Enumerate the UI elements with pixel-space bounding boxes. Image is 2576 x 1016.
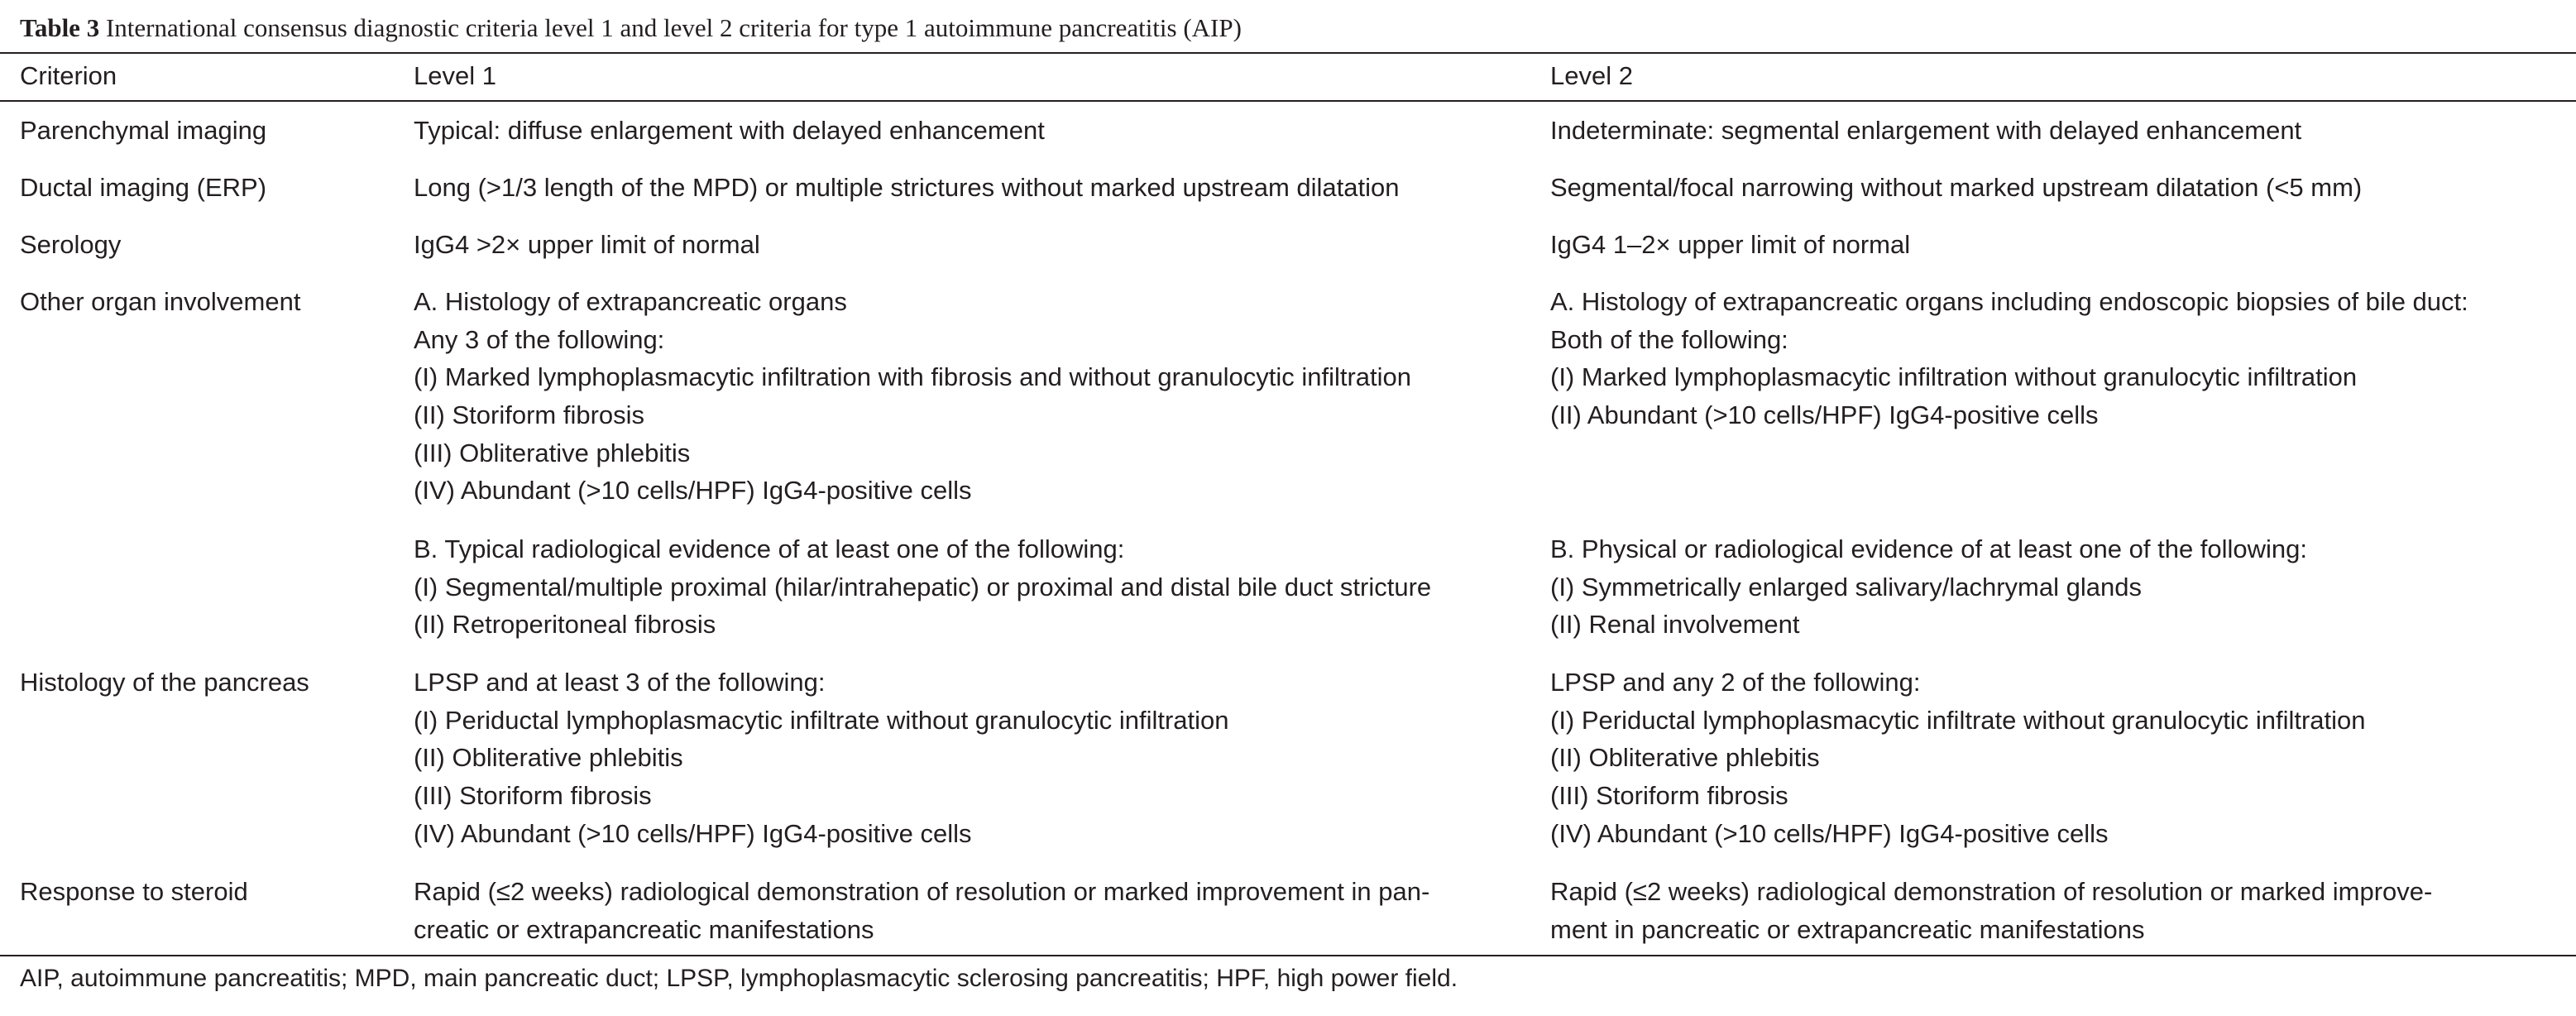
cell-line: (I) Segmental/multiple proximal (hilar/intrahepatic) or proximal and distal bile duct stricture [414, 572, 1432, 601]
cell-line: Serology [20, 230, 122, 259]
row-parenchymal-level-1 [414, 112, 1045, 150]
cell-line: (II) Retroperitoneal fibrosis [414, 610, 716, 640]
cell-line: Both of the following: [1550, 324, 1788, 354]
cell-line: (III) Storiform fibrosis [414, 781, 652, 811]
cell-line: (IV) Abundant (>10 cells/HPF) IgG4-positive cells [1550, 818, 2109, 848]
cell-line: (I) Symmetrically enlarged salivary/lachrymal glands [1550, 572, 2142, 601]
cell-line: IgG4 1–2× upper limit of normal [1550, 230, 1911, 259]
cell-line: A. Histology of extrapancreatic organs including endoscopic biopsies of bile duct: [1550, 287, 2468, 316]
cell-line: (II) Obliterative phlebitis [414, 743, 683, 773]
cell-line: Segmental/focal narrowing without marked upstream dilatation (<5 mm) [1550, 173, 2363, 202]
row-steroid-level-2 [1550, 873, 2432, 948]
cell-line: Response to steroid [20, 877, 248, 906]
cell-line: B. Typical radiological evidence of at least one of the following: [414, 534, 1125, 563]
cell-line: creatic or extrapancreatic manifestations [414, 914, 874, 944]
table-footnote: AIP, autoimmune pancreatitis; MPD, main pancreatic duct; LPSP, lymphoplasmacytic sclerosing pancreatitis; HPF, high power field. [20, 965, 1458, 992]
row-other-organ-a-level-2 [1550, 283, 2468, 434]
row-serology-criterion [20, 226, 121, 264]
row-steroid-criterion [20, 873, 248, 911]
cell-line: Parenchymal imaging [20, 116, 267, 145]
cell-line: Typical: diffuse enlargement with delayed enhancement [414, 116, 1045, 145]
cell-line: Long (>1/3 length of the MPD) or multiple strictures without marked upstream dilatation [414, 173, 1400, 202]
row-serology-level-1 [414, 226, 760, 264]
row-other-organ-criterion [20, 283, 300, 321]
table-caption [20, 7, 1242, 50]
row-histology-level-1 [414, 664, 1229, 852]
cell-line: (III) Obliterative phlebitis [414, 438, 691, 467]
cell-line: Histology of the pancreas [20, 668, 309, 697]
cell-line: (II) Obliterative phlebitis [1550, 743, 1820, 773]
cell-line: (I) Marked lymphoplasmacytic infiltration with fibrosis and without granulocytic infiltration [414, 362, 1412, 392]
cell-line: Ductal imaging (ERP) [20, 173, 267, 202]
cell-line: (II) Storiform fibrosis [414, 400, 645, 430]
row-ductal-level-2 [1550, 169, 2362, 207]
cell-line: (I) Marked lymphoplasmacytic infiltration without granulocytic infiltration [1550, 362, 2358, 392]
row-other-organ-a-level-1 [414, 283, 1411, 510]
cell-line: Indeterminate: segmental enlargement with delayed enhancement [1550, 116, 2302, 145]
cell-line: LPSP and at least 3 of the following: [414, 668, 826, 697]
cell-line: Rapid (≤2 weeks) radiological demonstration of resolution or marked improve- [1550, 877, 2433, 906]
cell-line: Any 3 of the following: [414, 324, 665, 354]
cell-line: (III) Storiform fibrosis [1550, 781, 1788, 811]
header-rule [0, 100, 2576, 102]
cell-line: (II) Abundant (>10 cells/HPF) IgG4-positive cells [1550, 400, 2099, 430]
row-histology-criterion [20, 664, 309, 702]
cell-line: (IV) Abundant (>10 cells/HPF) IgG4-positive cells [414, 476, 972, 506]
cell-line: IgG4 >2× upper limit of normal [414, 230, 760, 259]
cell-line: A. Histology of extrapancreatic organs [414, 287, 847, 316]
cell-line: ment in pancreatic or extrapancreatic manifestations [1550, 914, 2145, 944]
cell-line: (I) Periductal lymphoplasmacytic infiltrate without granulocytic infiltration [414, 705, 1229, 735]
cell-line: (I) Periductal lymphoplasmacytic infiltrate without granulocytic infiltration [1550, 705, 2366, 735]
row-ductal-level-1 [414, 169, 1400, 207]
row-parenchymal-level-2 [1550, 112, 2301, 150]
row-other-organ-b-level-2 [1550, 530, 2307, 644]
top-rule [0, 52, 2576, 54]
row-other-organ-b-level-1 [414, 530, 1431, 644]
cell-line: Rapid (≤2 weeks) radiological demonstration of resolution or marked improvement in pan- [414, 877, 1430, 906]
header-level-2: Level 2 [1550, 61, 1633, 90]
cell-line: B. Physical or radiological evidence of at least one of the following: [1550, 534, 2308, 563]
row-serology-level-2 [1550, 226, 1910, 264]
cell-line: (IV) Abundant (>10 cells/HPF) IgG4-positive cells [414, 818, 972, 848]
row-histology-level-2 [1550, 664, 2366, 852]
row-steroid-level-1 [414, 873, 1429, 948]
cell-line: (II) Renal involvement [1550, 610, 1800, 640]
row-parenchymal-criterion [20, 112, 266, 150]
row-ductal-criterion [20, 169, 266, 207]
header-level-1: Level 1 [414, 61, 496, 90]
cell-line: Other organ involvement [20, 287, 301, 316]
header-criterion: Criterion [20, 61, 117, 90]
bottom-rule [0, 955, 2576, 956]
table-caption-label: Table 3 [20, 13, 100, 42]
table-caption-text: International consensus diagnostic criteria level 1 and level 2 criteria for type 1 autoimmune pancreatitis (AIP) [105, 13, 1242, 42]
cell-line: LPSP and any 2 of the following: [1550, 668, 1921, 697]
